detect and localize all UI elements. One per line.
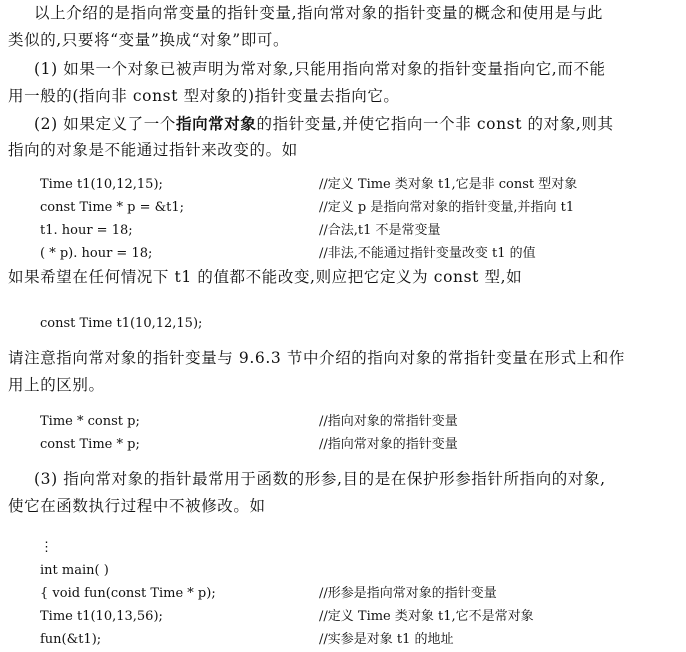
text-line: 类似的,只要将“变量”换成“对象”即可。 <box>8 31 290 49</box>
paragraph-difference <box>8 345 680 399</box>
code-text: { void fun(const Time * p); <box>40 586 216 601</box>
code-text: const Time * p; <box>40 437 140 452</box>
code-text: Time * const p; <box>40 414 140 429</box>
text-line <box>8 110 680 137</box>
paragraph-intro <box>8 0 680 54</box>
code-comment: //形参是指向常对象的指针变量 <box>319 586 497 601</box>
code-comment: //定义 p 是指向常对象的指针变量,并指向 t1 <box>319 200 575 215</box>
paragraph-point-1 <box>8 56 680 110</box>
code-comment: //指向常对象的指针变量 <box>319 437 458 452</box>
text-line: 用上的区别。 <box>8 376 105 394</box>
code-text: const Time t1(10,12,15); <box>40 316 203 331</box>
paragraph-point-3 <box>8 466 680 520</box>
paragraph-const-define <box>8 264 680 291</box>
code-text: ( * p). hour = 18; <box>40 246 153 261</box>
bold-term: 指向常对象 <box>175 114 257 133</box>
code-text: fun(&t1); <box>40 632 102 647</box>
code-comment: //定义 Time 类对象 t1,它是非 const 型对象 <box>319 177 578 192</box>
code-comment: //指向对象的常指针变量 <box>319 414 458 429</box>
text-line: (1) 如果一个对象已被声明为常对象,只能用指向常对象的指针变量指向它,而不能 <box>34 60 606 78</box>
text-line: 以上介绍的是指向常变量的指针变量,指向常对象的指针变量的概念和使用是与此 <box>34 4 604 22</box>
text-line: 请注意指向常对象的指针变量与 9.6.3 节中介绍的指向对象的常指针变量在形式上和作 <box>8 349 625 367</box>
code-text: int main( ) <box>40 563 109 578</box>
code-comment: //定义 Time 类对象 t1,它不是常对象 <box>319 609 534 624</box>
code-text: Time t1(10,12,15); <box>40 177 163 192</box>
text-line: 如果希望在任何情况下 t1 的值都不能改变,则应把它定义为 const 型,如 <box>8 268 523 286</box>
code-comment: //实参是对象 t1 的地址 <box>319 632 454 647</box>
code-comment: //非法,不能通过指针变量改变 t1 的值 <box>319 246 536 261</box>
code-text: const Time * p = &t1; <box>40 200 185 215</box>
text-line: (3) 指向常对象的指针最常用于函数的形参,目的是在保护形参指针所指向的对象, <box>34 470 606 488</box>
text-fragment: (2) 如果定义了一个 <box>34 115 176 133</box>
text-line: 使它在函数执行过程中不被修改。如 <box>8 497 266 515</box>
paragraph-point-2 <box>8 110 680 164</box>
text-line: 用一般的(指向非 const 型对象的)指针变量去指向它。 <box>8 87 400 105</box>
text-fragment: 的指针变量,并使它指向一个非 const 的对象,则其 <box>256 115 614 133</box>
text-line: 指向的对象是不能通过指针来改变的。如 <box>8 141 298 159</box>
code-comment: //合法,t1 不是常变量 <box>319 223 441 238</box>
code-text: Time t1(10,13,56); <box>40 609 163 624</box>
ellipsis-mark: ⋮ <box>40 540 53 555</box>
code-text: t1. hour = 18; <box>40 223 133 238</box>
